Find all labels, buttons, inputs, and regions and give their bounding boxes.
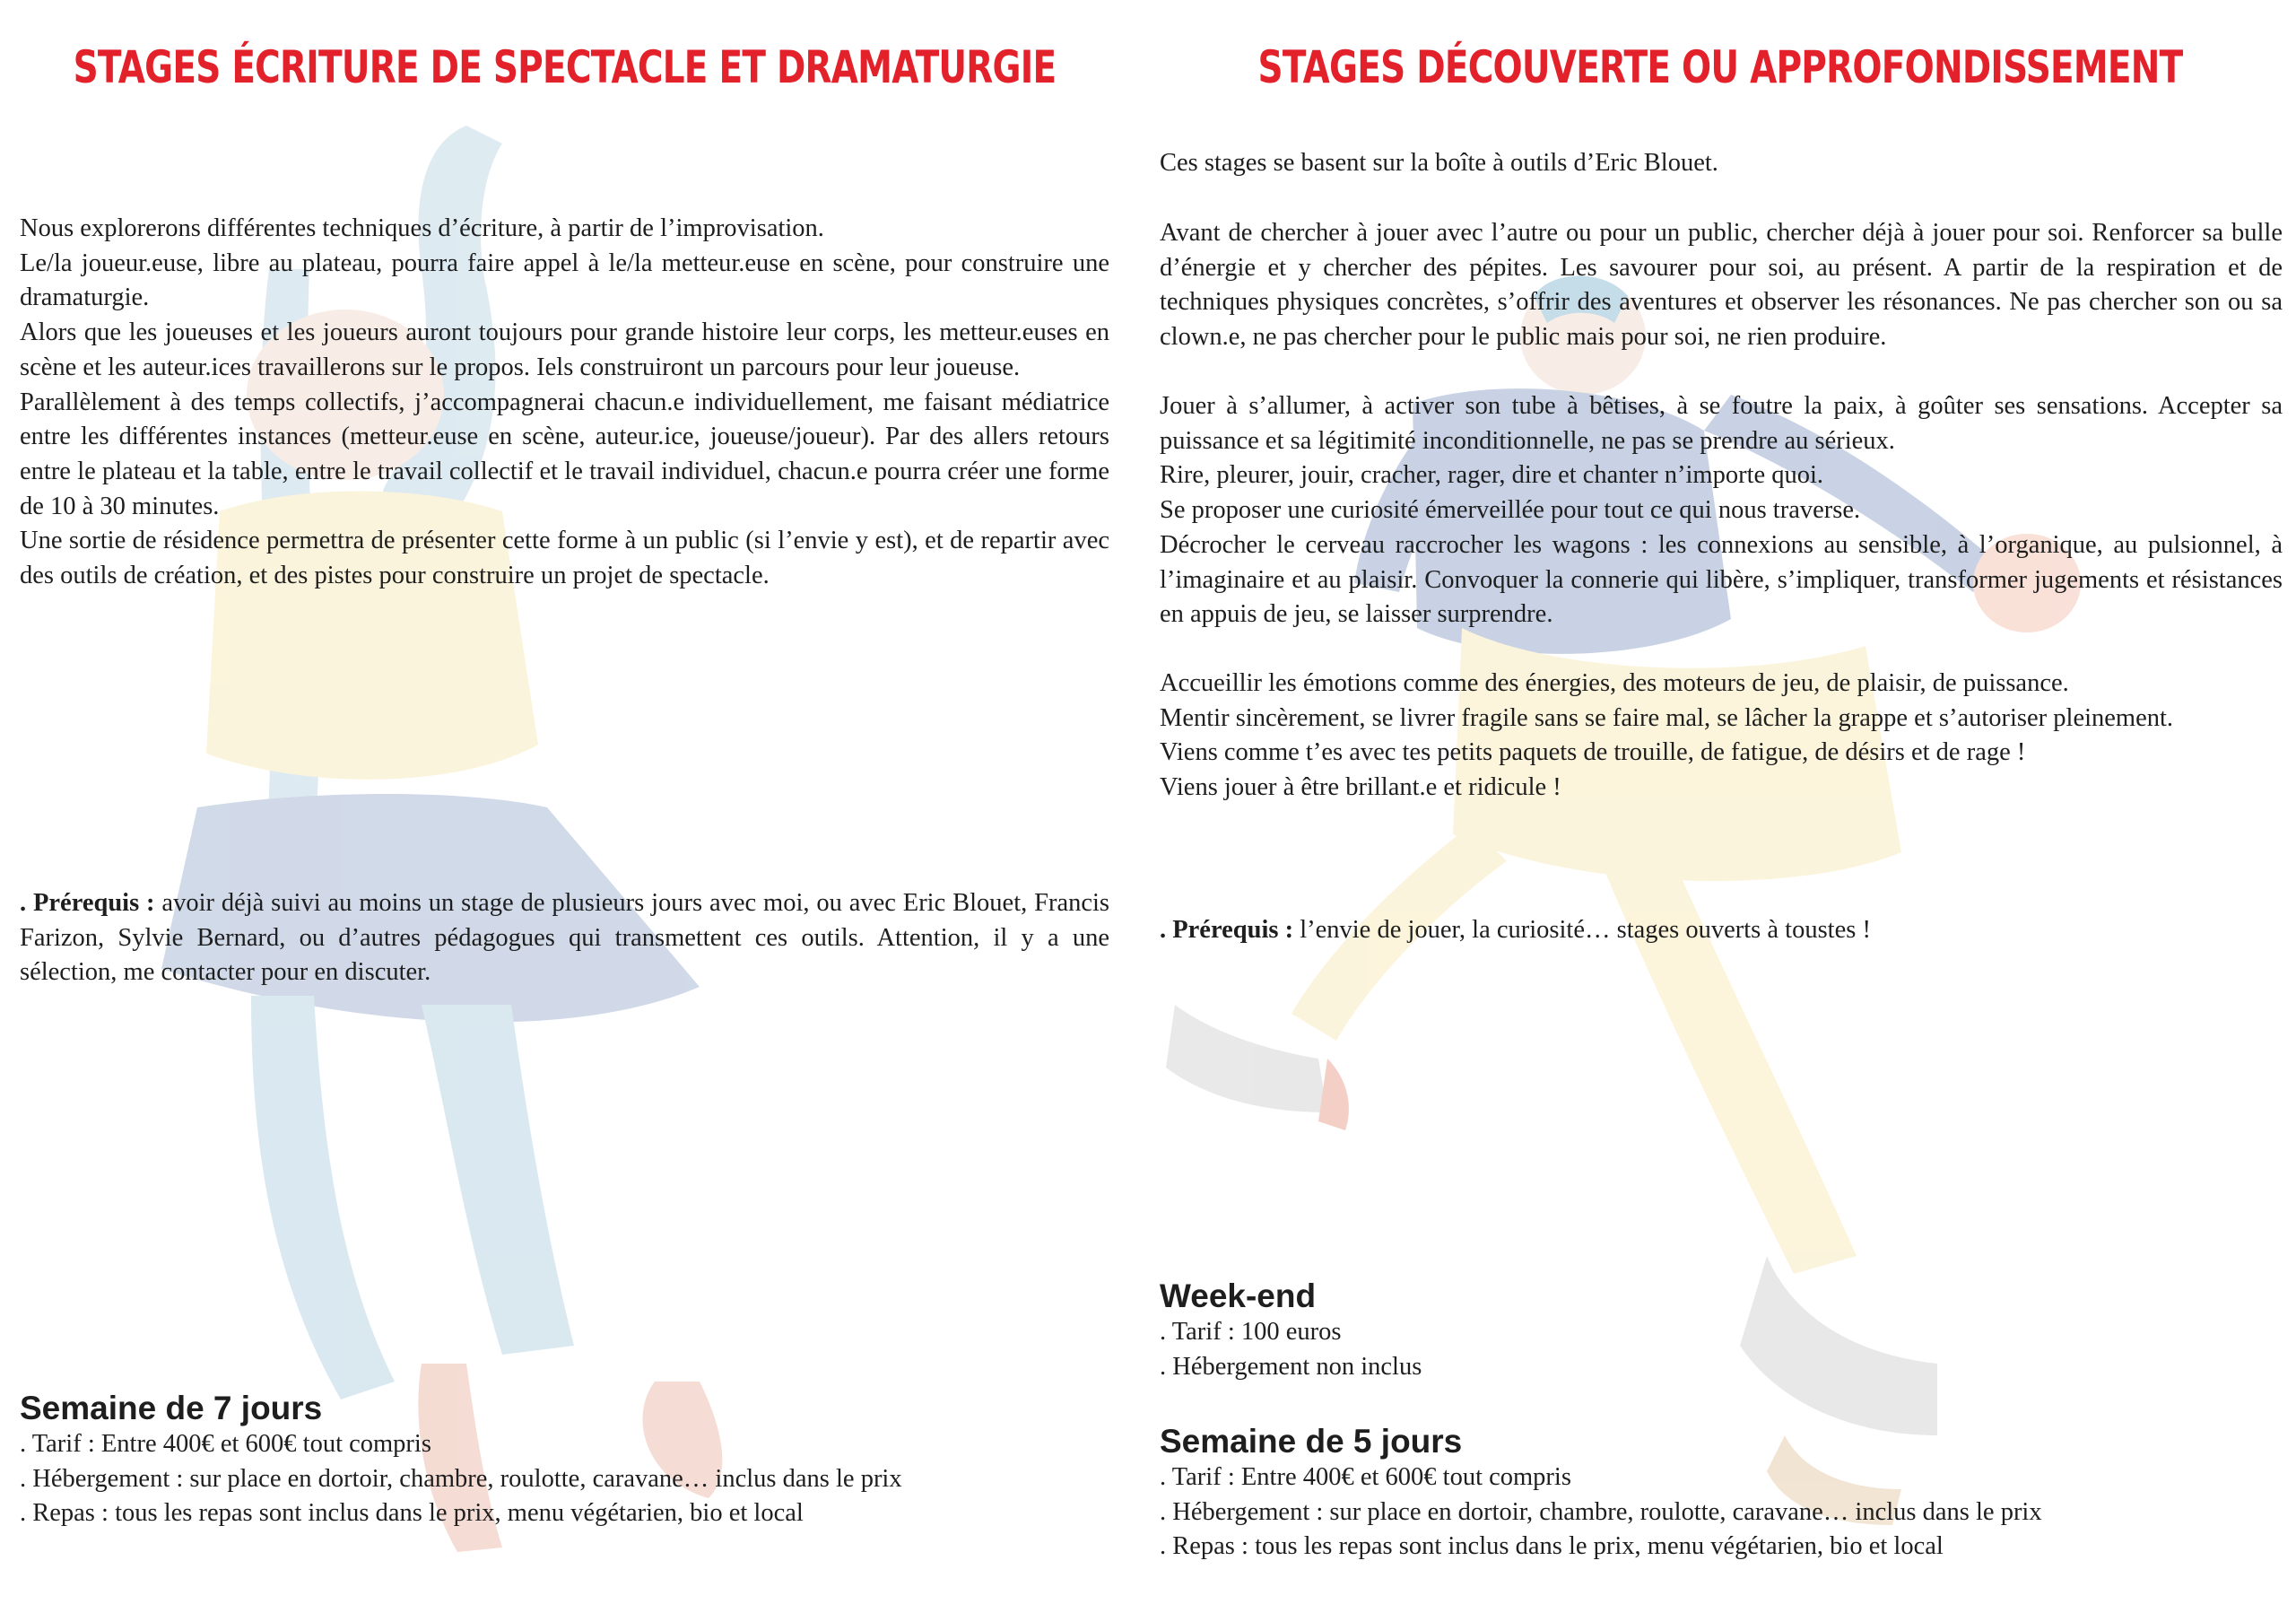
left-intro-line-4: Parallèlement à des temps collectifs, j’accompagnerai chacun.e individuellement, me faisant médiatrice entre les différentes instances (metteur.euse en scène, auteur.ice, joueuse/joueur). Par des allers retours entre le plateau et la table, entre le travail collectif et le travail individuel, chacun.e pourra créer une forme de 10 à 30 minutes. — [20, 388, 1109, 520]
right-weekend-tarif: . Tarif : 100 euros — [1160, 1318, 1342, 1346]
right-prerequis-text: l’envie de jouer, la curiosité… stages ouverts à toustes ! — [1293, 916, 1871, 944]
right-semaine-hebergement: . Hébergement : sur place en dortoir, chambre, roulotte, caravane… inclus dans le prix — [1160, 1497, 2042, 1526]
left-semaine-section — [20, 1390, 1109, 1531]
left-prerequis-text: avoir déjà suivi au moins un stage de plusieurs jours avec moi, ou avec Eric Blouet, Francis Farizon, Sylvie Bernard, ou d’autres pédagogues qui transmettent ces outils. Attention, il y a une sélection, me contacter pour en discuter. — [20, 889, 1110, 987]
right-semaine-title: Semaine de 5 jours — [1160, 1423, 1463, 1460]
right-semaine-repas: . Repas : tous les repas sont inclus dans le prix, menu végétarien, bio et local — [1160, 1532, 1944, 1561]
left-semaine-title: Semaine de 7 jours — [20, 1390, 323, 1426]
right-paragraph-1 — [1160, 216, 2283, 355]
right-intro — [1160, 146, 2283, 181]
left-intro-line-2: Le/la joueur.euse, libre au plateau, pourra faire appel à le/la metteur.euse en scène, pour construire une dramaturgie. — [20, 248, 1109, 312]
right-prerequis — [1160, 913, 2283, 948]
right-paragraph-1-text: Avant de chercher à jouer avec l’autre ou pour un public, chercher déjà à jouer pour soi. Renforcer sa bulle d’énergie et y chercher des pépites. Les savourer pour soi, au présent. A partir de la respiration et de techniques physiques concrètes, s’offrir des aventures et observer les résonances. Ne pas chercher son ou sa clown.e, ne pas chercher pour le public mais pour soi, ne rien produire. — [1160, 219, 2283, 352]
left-column — [20, 0, 1109, 1613]
right-paragraph-3-line-3: Viens comme t’es avec tes petits paquets de trouille, de fatigue, de désirs et de rage ! — [1160, 738, 2026, 767]
right-paragraph-2-line-4: Décrocher le cerveau raccrocher les wagons : les connexions au sensible, à l’organique, au pulsionnel, à l’imaginaire et au plaisir. Convoquer la connerie qui libère, s’impliquer, transformer jugements et résistances en appuis de jeu, se laisser surprendre. — [1160, 530, 2283, 629]
right-prerequis-label: . Prérequis : — [1160, 916, 1294, 944]
left-intro-block — [20, 212, 1109, 594]
left-semaine-tarif: . Tarif : Entre 400€ et 600€ tout compris — [20, 1430, 431, 1458]
left-intro-line-1: Nous explorerons différentes techniques d’écriture, à partir de l’improvisation. — [20, 214, 824, 242]
left-prerequis — [20, 886, 1109, 990]
left-intro-line-3: Alors que les joueuses et les joueurs auront toujours pour grande histoire leur corps, les metteur.euses en scène et les auteur.ices travaillerons sur le propos. Iels construiront un parcours pour leur joueuse. — [20, 318, 1109, 381]
left-heading: STAGES ÉCRITURE DE SPECTACLE ET DRAMATURGIE — [73, 40, 1057, 93]
left-prerequis-label: . Prérequis : — [20, 889, 155, 917]
right-paragraph-2 — [1160, 389, 2283, 632]
right-weekend-section — [1160, 1277, 2283, 1384]
right-paragraph-3 — [1160, 667, 2283, 806]
left-semaine-repas: . Repas : tous les repas sont inclus dans le prix, menu végétarien, bio et local — [20, 1499, 804, 1528]
right-column — [1160, 0, 2283, 1613]
right-paragraph-2-line-1: Jouer à s’allumer, à activer son tube à bêtises, à se foutre la paix, à goûter ses sensations. Accepter sa puissance et sa légitimité inconditionnelle, ne pas se prendre au sérieux. — [1160, 392, 2283, 455]
left-intro-line-5: Une sortie de résidence permettra de présenter cette forme à un public (si l’envie y est), et de repartir avec des outils de création, et des pistes pour construire un projet de spectacle. — [20, 527, 1109, 590]
right-heading: STAGES DÉCOUVERTE OU APPROFONDISSEMENT — [1257, 40, 2183, 93]
right-paragraph-2-line-3: Se proposer une curiosité émerveillée pour tout ce qui nous traverse. — [1160, 496, 1861, 525]
right-weekend-title: Week-end — [1160, 1277, 1317, 1314]
right-paragraph-3-line-2: Mentir sincèrement, se livrer fragile sans se faire mal, se lâcher la grappe et s’autoriser pleinement. — [1160, 703, 2174, 732]
right-intro-text: Ces stages se basent sur la boîte à outils d’Eric Blouet. — [1160, 149, 1718, 177]
right-paragraph-3-line-1: Accueillir les émotions comme des énergies, des moteurs de jeu, de plaisir, de puissance. — [1160, 669, 2069, 697]
right-paragraph-3-line-4: Viens jouer à être brillant.e et ridicule ! — [1160, 773, 1561, 802]
right-semaine-section — [1160, 1423, 2283, 1565]
right-semaine-tarif: . Tarif : Entre 400€ et 600€ tout compris — [1160, 1463, 1571, 1491]
left-semaine-hebergement: . Hébergement : sur place en dortoir, chambre, roulotte, caravane… inclus dans le prix — [20, 1464, 902, 1493]
right-weekend-hebergement: . Hébergement non inclus — [1160, 1352, 1422, 1381]
right-paragraph-2-line-2: Rire, pleurer, jouir, cracher, rager, dire et chanter n’importe quoi. — [1160, 461, 1824, 490]
